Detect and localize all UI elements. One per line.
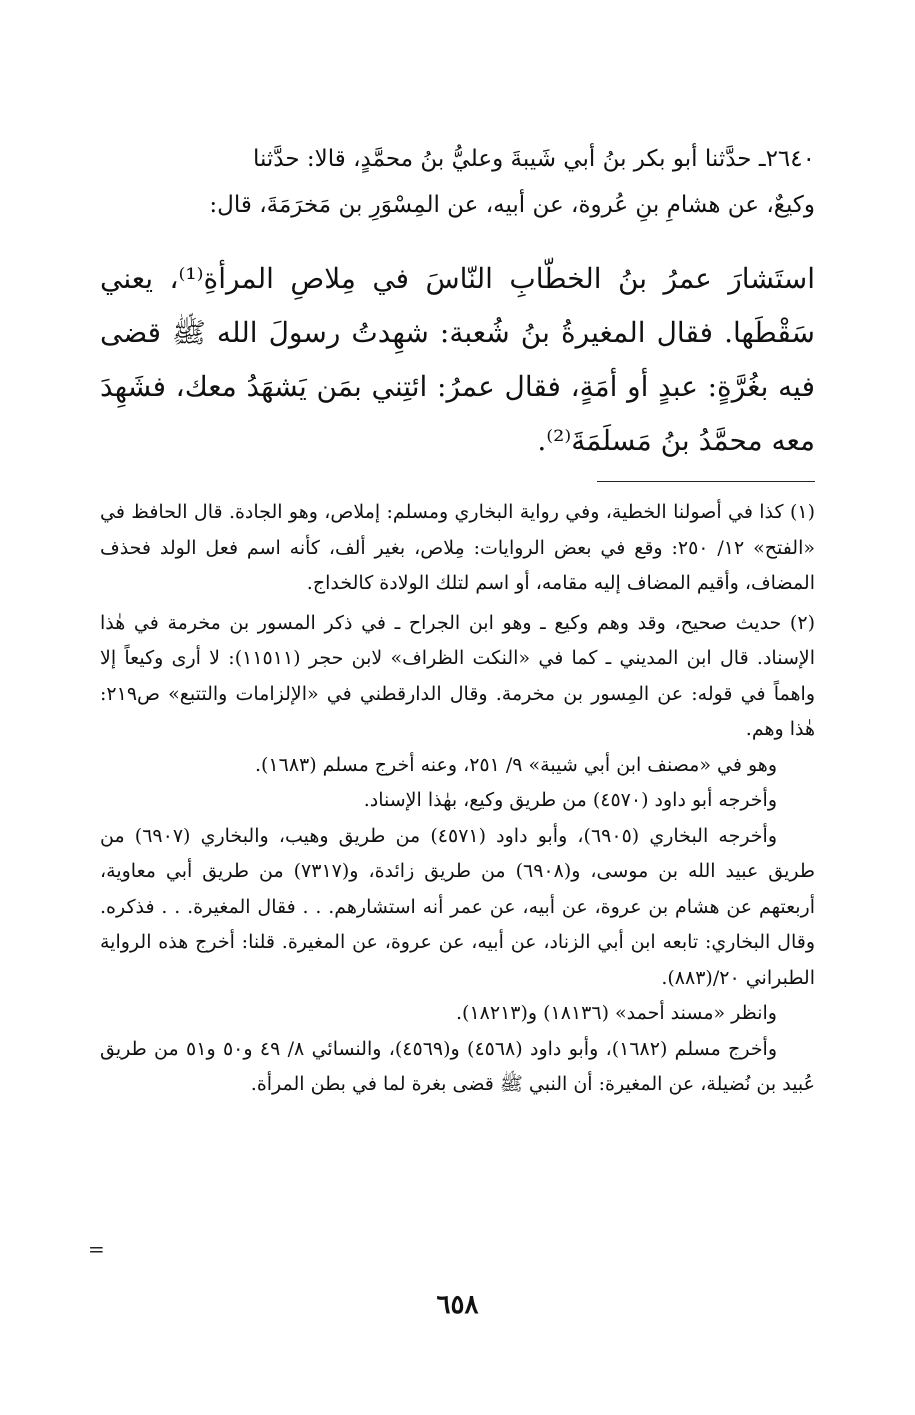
footnote-2-musannaf: وهو في «مصنف ابن أبي شيبة» ٩/ ٢٥١، وعنه أخرج مسلم (١٦٨٣). xyxy=(254,753,777,776)
hadith-isnad xyxy=(100,136,815,228)
footnote-2-bukhari: وأخرجه البخاري (٦٩٠٥)، وأبو داود (٤٥٧١) من طريق وهيب، والبخاري (٦٩٠٧) من طريق عبيد الله بن موسى، و(٦٩٠٨) من طريق زائدة، و(٧٣١٧) من طريق أبي معاوية، أربعتهم عن هشام بن عروة، عن أبيه، عن عمر أنه استشارهم. . . فقال المغيرة. . . فذكره. وقال البخاري: تابعه ابن أبي الزناد، عن أبيه، عن عروة، عن المغيرة. قلنا: أخرج هذه الرواية الطبراني ٢٠/(٨٨٣). xyxy=(100,824,815,989)
hadith-matn: استَشارَ عمرُ بنُ الخطّابِ النّاسَ في مِلاصِ المرأةِ⁽¹⁾، يعني سَقْطَها. فقال المغيرةُ بنُ شُعبة: شهِدتُ رسولَ الله ﷺ قضى فيه بغُرَّةٍ: عبدٍ أو أمَةٍ، فقال عمرُ: ائتِني بمَن يَشهَدُ معك، فشَهِدَ معه محمَّدُ بنُ مَسلَمَةَ⁽²⁾. xyxy=(100,262,815,457)
footnote-1: (١) كذا في أصولنا الخطية، وفي رواية البخاري ومسلم: إملاص، وهو الجادة. قال الحافظ في «الفتح» ١٢/ ٢٥٠: وقع في بعض الروايات: مِلاص، بغير ألف، كأنه اسم فعل الولد فحذف المضاف، وأقيم المضاف إليه مقامه، أو اسم لتلك الولادة كالخداج. xyxy=(100,501,816,594)
continuation-mark: = xyxy=(88,1237,105,1261)
footnotes xyxy=(100,495,815,1103)
footnote-2-musnad-ahmad: وانظر «مسند أحمد» (١٨١٣٦) و(١٨٢١٣). xyxy=(456,1002,777,1024)
isnad-line-2: وكيعٌ، عن هشامِ بنِ عُروة، عن أبيه، عن المِسْوَرِ بن مَخرَمَةَ، قال: xyxy=(209,192,815,218)
isnad-line-1: ٢٦٤٠ـ حدَّثنا أبو بكر بنُ أبي شَيبةَ وعليُّ بنُ محمَّدٍ، قالا: حدَّثنا xyxy=(252,146,815,172)
footnote-2-muslim: وأخرج مسلم (١٦٨٢)، وأبو داود (٤٥٦٨) و(٤٥٦٩)، والنسائي ٨/ ٤٩ و٥٠ و٥١ من طريق عُبيد بن نُضيلة، عن المغيرة: أن النبي ﷺ قضى بغرة لما في بطن المرأة. xyxy=(100,1037,815,1095)
footnote-separator xyxy=(597,481,815,482)
footnote-2: (٢) حديث صحيح، وقد وهم وكيع ـ وهو ابن الجراح ـ في ذكر المسور بن مخرمة في هٰذا الإسناد. قال ابن المديني ـ كما في «النكت الظراف» لابن حجر (١١٥١١): لا أرى وكيعاً إلا واهماً في قوله: عن المِسور بن مخرمة. وقال الدارقطني في «الإلزامات والتتبع» ص٢١٩: هٰذا وهم. xyxy=(100,611,815,740)
footnote-2-abu-dawud: وأخرجه أبو داود (٤٥٧٠) من طريق وكيع، بهٰذا الإسناد. xyxy=(363,789,777,811)
page-number: ٦٥٨ xyxy=(436,1290,479,1320)
